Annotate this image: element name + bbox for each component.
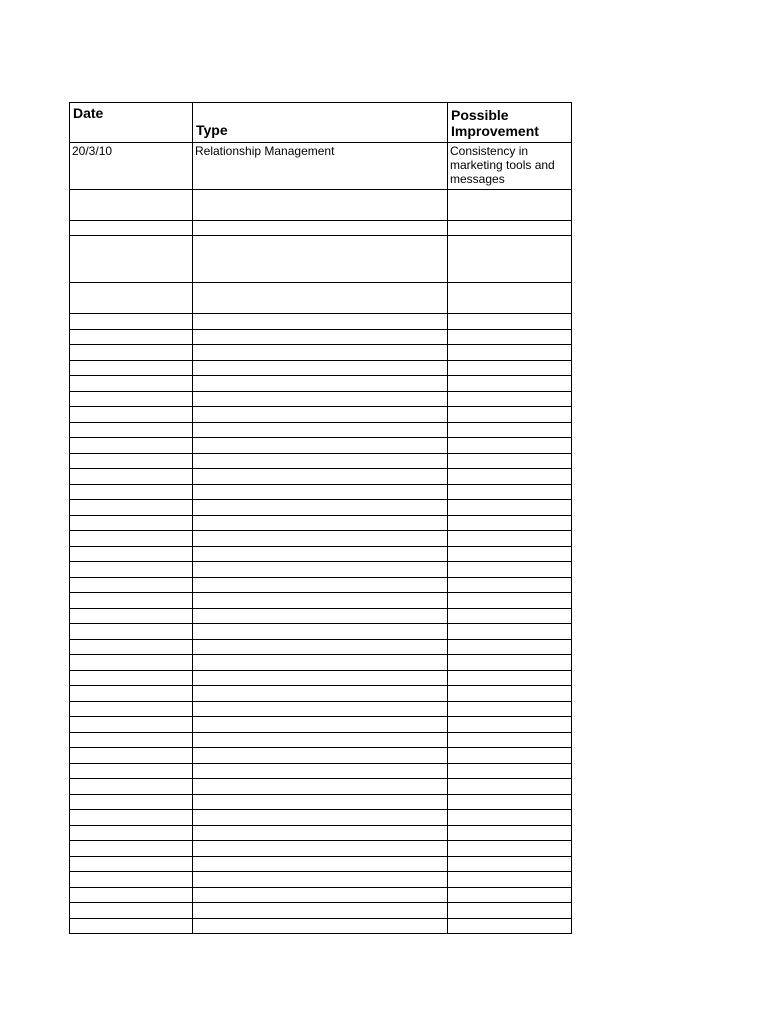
table-row <box>70 577 572 593</box>
table-row <box>70 872 572 888</box>
cell-type <box>193 407 448 423</box>
cell-type <box>193 887 448 903</box>
table-row <box>70 422 572 438</box>
cell-type <box>193 531 448 547</box>
table-row <box>70 856 572 872</box>
cell-improvement <box>448 360 572 376</box>
cell-improvement <box>448 670 572 686</box>
table-row <box>70 531 572 547</box>
table-row <box>70 686 572 702</box>
cell-type <box>193 577 448 593</box>
cell-improvement <box>448 872 572 888</box>
cell-type <box>193 779 448 795</box>
table-row <box>70 484 572 500</box>
table-row <box>70 314 572 330</box>
improvement-log-table <box>69 102 572 934</box>
cell-improvement <box>448 655 572 671</box>
table-row <box>70 841 572 857</box>
cell-date <box>70 515 193 531</box>
table-row <box>70 236 572 283</box>
cell-type <box>193 732 448 748</box>
cell-type: Relationship Management <box>193 143 448 190</box>
cell-improvement <box>448 562 572 578</box>
cell-date <box>70 221 193 236</box>
cell-date <box>70 732 193 748</box>
cell-date <box>70 360 193 376</box>
cell-date <box>70 655 193 671</box>
cell-date <box>70 872 193 888</box>
cell-improvement <box>448 469 572 485</box>
table-row <box>70 360 572 376</box>
table-row <box>70 438 572 454</box>
cell-improvement <box>448 190 572 221</box>
cell-type <box>193 190 448 221</box>
cell-type <box>193 562 448 578</box>
cell-date <box>70 763 193 779</box>
cell-type <box>193 810 448 826</box>
cell-date <box>70 391 193 407</box>
table-row <box>70 732 572 748</box>
table-row <box>70 376 572 392</box>
cell-type <box>193 639 448 655</box>
header-possible-improvement: Possible Improvement <box>448 103 572 143</box>
table-row <box>70 748 572 764</box>
cell-type <box>193 670 448 686</box>
cell-date <box>70 748 193 764</box>
cell-type <box>193 717 448 733</box>
cell-date <box>70 701 193 717</box>
cell-date <box>70 283 193 314</box>
cell-improvement <box>448 763 572 779</box>
table-row <box>70 391 572 407</box>
table-row <box>70 825 572 841</box>
cell-date <box>70 841 193 857</box>
cell-date <box>70 624 193 640</box>
table-row <box>70 918 572 934</box>
table-row <box>70 763 572 779</box>
cell-date <box>70 779 193 795</box>
table-row <box>70 283 572 314</box>
table-row <box>70 810 572 826</box>
cell-improvement <box>448 593 572 609</box>
cell-type <box>193 453 448 469</box>
cell-date <box>70 469 193 485</box>
cell-type <box>193 903 448 919</box>
cell-date <box>70 329 193 345</box>
table-row <box>70 655 572 671</box>
table-row <box>70 717 572 733</box>
cell-improvement <box>448 639 572 655</box>
cell-improvement <box>448 407 572 423</box>
cell-improvement: Consistency in marketing tools and messages <box>448 143 572 190</box>
cell-improvement <box>448 453 572 469</box>
cell-date <box>70 407 193 423</box>
cell-improvement <box>448 686 572 702</box>
cell-improvement <box>448 810 572 826</box>
cell-date <box>70 918 193 934</box>
cell-date <box>70 453 193 469</box>
cell-type <box>193 841 448 857</box>
table-row <box>70 500 572 516</box>
cell-date <box>70 190 193 221</box>
cell-improvement <box>448 531 572 547</box>
cell-date <box>70 856 193 872</box>
cell-date <box>70 794 193 810</box>
cell-type <box>193 515 448 531</box>
cell-improvement <box>448 732 572 748</box>
cell-type <box>193 593 448 609</box>
cell-type <box>193 236 448 283</box>
header-row <box>70 103 572 143</box>
cell-type <box>193 360 448 376</box>
table-row <box>70 143 572 190</box>
cell-improvement <box>448 856 572 872</box>
table-body <box>70 143 572 934</box>
cell-type <box>193 624 448 640</box>
cell-date <box>70 810 193 826</box>
table-row <box>70 562 572 578</box>
table-row <box>70 624 572 640</box>
cell-improvement <box>448 794 572 810</box>
cell-improvement <box>448 283 572 314</box>
cell-type <box>193 825 448 841</box>
cell-date <box>70 717 193 733</box>
table-row <box>70 887 572 903</box>
table-row <box>70 515 572 531</box>
cell-type <box>193 794 448 810</box>
cell-type <box>193 686 448 702</box>
cell-improvement <box>448 500 572 516</box>
cell-date <box>70 903 193 919</box>
cell-date <box>70 438 193 454</box>
table-row <box>70 407 572 423</box>
cell-type <box>193 422 448 438</box>
cell-type <box>193 391 448 407</box>
cell-improvement <box>448 314 572 330</box>
cell-type <box>193 314 448 330</box>
cell-date <box>70 345 193 361</box>
cell-improvement <box>448 515 572 531</box>
table-row <box>70 903 572 919</box>
cell-type <box>193 748 448 764</box>
cell-type <box>193 329 448 345</box>
cell-type <box>193 872 448 888</box>
cell-date <box>70 825 193 841</box>
cell-improvement <box>448 748 572 764</box>
cell-type <box>193 438 448 454</box>
cell-date <box>70 376 193 392</box>
cell-date <box>70 577 193 593</box>
cell-improvement <box>448 887 572 903</box>
table-row <box>70 608 572 624</box>
cell-date <box>70 686 193 702</box>
cell-improvement <box>448 717 572 733</box>
spreadsheet-page <box>69 102 572 934</box>
cell-type <box>193 856 448 872</box>
cell-date <box>70 608 193 624</box>
table-row <box>70 701 572 717</box>
cell-improvement <box>448 825 572 841</box>
cell-improvement <box>448 221 572 236</box>
cell-date <box>70 639 193 655</box>
cell-date <box>70 593 193 609</box>
cell-type <box>193 484 448 500</box>
cell-improvement <box>448 391 572 407</box>
cell-date <box>70 670 193 686</box>
cell-improvement <box>448 484 572 500</box>
cell-improvement <box>448 329 572 345</box>
table-row <box>70 779 572 795</box>
cell-improvement <box>448 577 572 593</box>
cell-type <box>193 283 448 314</box>
cell-type <box>193 763 448 779</box>
cell-improvement <box>448 918 572 934</box>
cell-date <box>70 500 193 516</box>
cell-type <box>193 469 448 485</box>
table-row <box>70 794 572 810</box>
cell-improvement <box>448 376 572 392</box>
cell-improvement <box>448 779 572 795</box>
cell-type <box>193 376 448 392</box>
cell-date <box>70 422 193 438</box>
table-row <box>70 639 572 655</box>
cell-date <box>70 887 193 903</box>
cell-type <box>193 918 448 934</box>
cell-improvement <box>448 608 572 624</box>
cell-date <box>70 531 193 547</box>
header-type: Type <box>193 103 448 143</box>
cell-type <box>193 701 448 717</box>
cell-improvement <box>448 345 572 361</box>
header-date: Date <box>70 103 193 143</box>
table-row <box>70 221 572 236</box>
cell-type <box>193 655 448 671</box>
table-row <box>70 345 572 361</box>
table-row <box>70 190 572 221</box>
cell-type <box>193 221 448 236</box>
cell-date <box>70 546 193 562</box>
cell-type <box>193 608 448 624</box>
cell-type <box>193 345 448 361</box>
cell-date <box>70 236 193 283</box>
cell-date <box>70 314 193 330</box>
cell-improvement <box>448 701 572 717</box>
cell-improvement <box>448 841 572 857</box>
cell-improvement <box>448 422 572 438</box>
table-row <box>70 469 572 485</box>
cell-date: 20/3/10 <box>70 143 193 190</box>
cell-date <box>70 562 193 578</box>
table-row <box>70 546 572 562</box>
table-row <box>70 670 572 686</box>
table-row <box>70 453 572 469</box>
cell-improvement <box>448 903 572 919</box>
table-row <box>70 593 572 609</box>
cell-type <box>193 500 448 516</box>
cell-improvement <box>448 236 572 283</box>
cell-improvement <box>448 438 572 454</box>
cell-date <box>70 484 193 500</box>
cell-improvement <box>448 624 572 640</box>
table-row <box>70 329 572 345</box>
cell-improvement <box>448 546 572 562</box>
cell-type <box>193 546 448 562</box>
